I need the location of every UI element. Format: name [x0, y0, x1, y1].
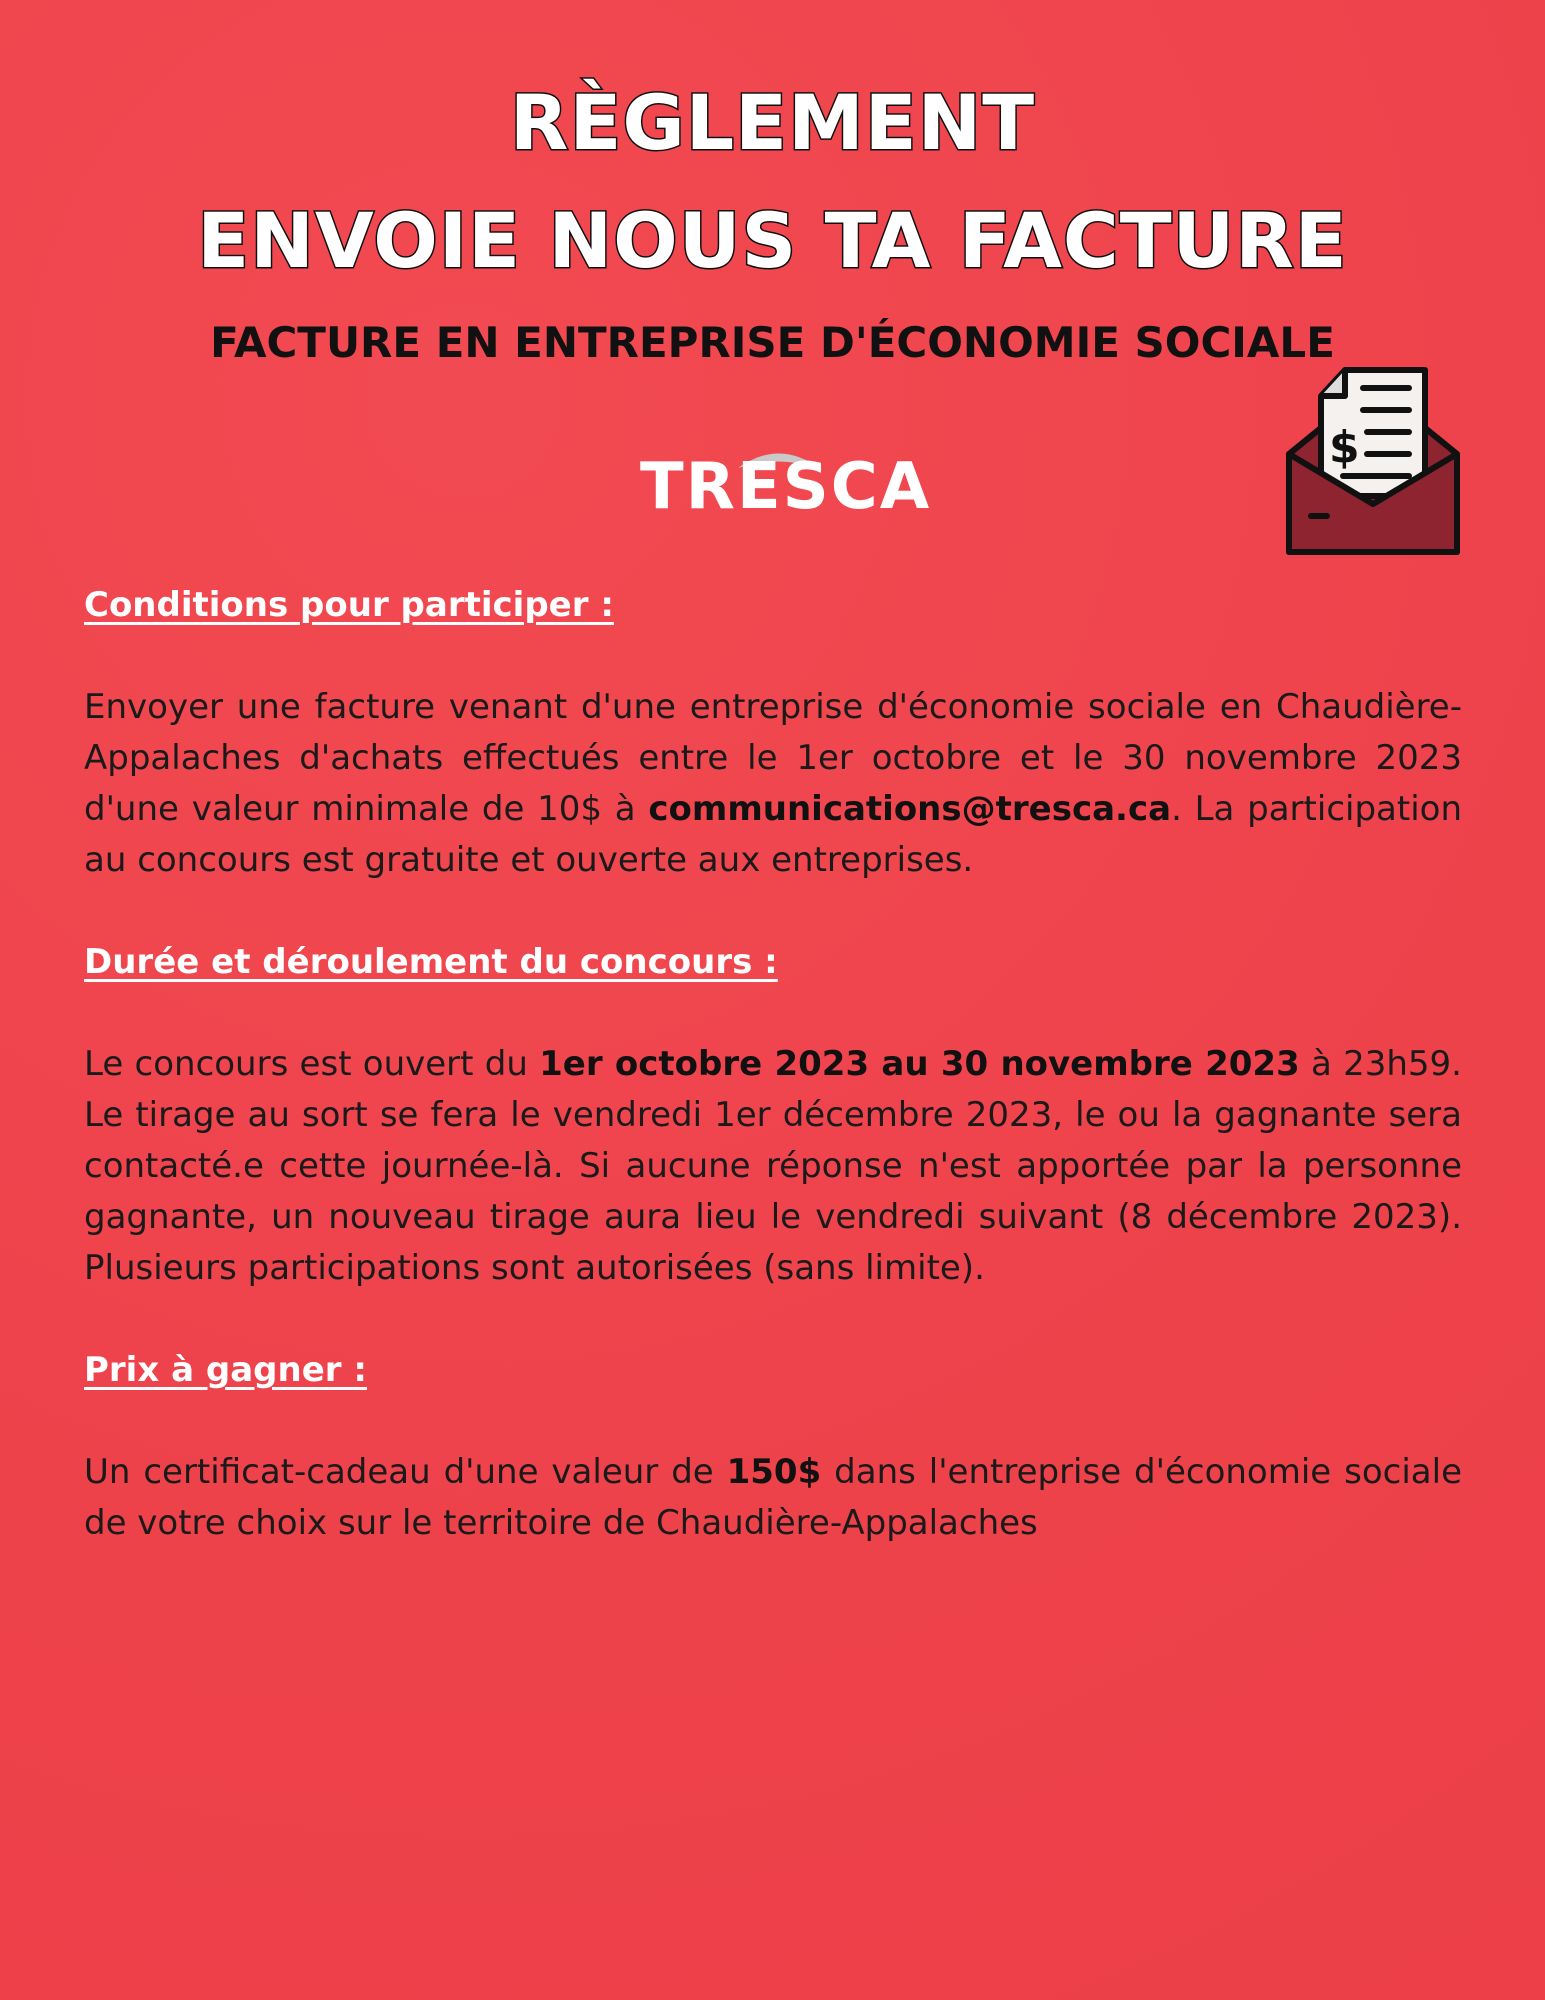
duree-text — [84, 1039, 1462, 1294]
contest-dates: 1er octobre 2023 au 30 novembre 2023 — [539, 1044, 1300, 1084]
prix-heading: Prix à gagner : — [84, 1350, 367, 1390]
invoice-envelope-icon — [1283, 366, 1463, 558]
duree-text-part1: Le concours est ouvert du — [84, 1044, 540, 1084]
logo-text: TRESCA — [640, 450, 932, 524]
conditions-text-part2: . La participation au concours est gratuite et ouverte aux entreprises. — [84, 789, 1462, 880]
conditions-text-part1: Envoyer une facture venant d'une entreprise d'économie sociale en Chaudière-Appalaches d'achats effectués entre le 1er octobre et le 30 novembre 2023 d'une valeur minimale de 10$ à — [84, 687, 1462, 829]
conditions-heading: Conditions pour participer : — [84, 585, 614, 625]
duree-heading: Durée et déroulement du concours : — [84, 942, 778, 982]
conditions-text — [84, 682, 1462, 886]
prix-text — [84, 1447, 1462, 1549]
prix-text-part1: Un certificat-cadeau d'une valeur de — [84, 1452, 727, 1492]
prize-amount: 150$ — [726, 1452, 822, 1492]
prix-text-part2: dans l'entreprise d'économie sociale de votre choix sur le territoire de Chaudière-Appalaches — [84, 1452, 1462, 1543]
duree-text-part2: à 23h59. Le tirage au sort se fera le vendredi 1er décembre 2023, le ou la gagnante sera contacté.e cette journée-là. Si aucune réponse n'est apportée par la personne gagnante, un nouveau tirage aura lieu le vendredi suivant (8 décembre 2023). Plusieurs participations sont autorisées (sans limite). — [84, 1044, 1462, 1288]
tresca-logo — [640, 440, 932, 524]
rules-content — [84, 580, 1462, 1549]
title-line-2: ENVOIE NOUS TA FACTURE — [197, 196, 1348, 285]
contact-email: communications@tresca.ca — [648, 789, 1172, 829]
subtitle: FACTURE EN ENTREPRISE D'ÉCONOMIE SOCIALE — [210, 318, 1335, 367]
title-line-1: RÈGLEMENT — [509, 78, 1036, 167]
svg-text:$: $ — [1329, 422, 1360, 473]
